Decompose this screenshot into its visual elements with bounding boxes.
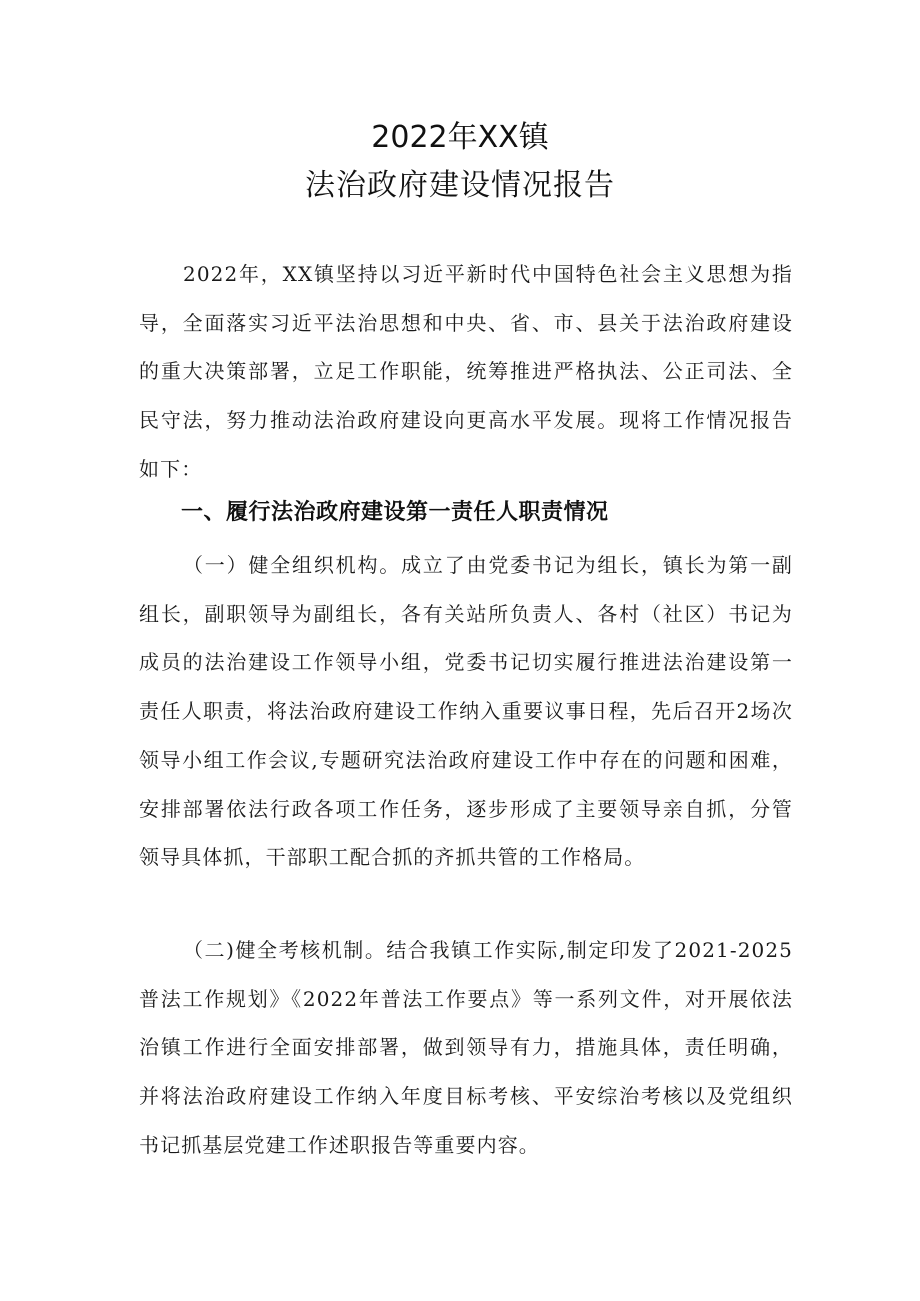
document-title-line1: 2022年XX镇 (371, 120, 549, 155)
paragraph-organization: （一）健全组织机构。成立了由党委书记为组长，镇长为第一副组长，副职领导为副组长，各有关站所负责人、各村（社区）书记为成员的法治建设工作领导小组，党委书记切实履行推进法治建设第一责任人职责，将法治政府建设工作纳入重要议事日程，先后召开2场次领导小组工作会议,专题研究法治政府建设工作中存在的问题和困难，安排部署依法行政各项工作任务，逐步形成了主要领导亲自抓，分管领导具体抓，干部职工配合抓的齐抓共管的工作格局。 (139, 553, 793, 870)
section-heading-1: 一、履行法治政府建设第一责任人职责情况 (181, 500, 609, 525)
paragraph-assessment: （二)健全考核机制。结合我镇工作实际,制定印发了2021-2025普法工作规划》《2022年普法工作要点》等一系列文件，对开展依法治镇工作进行全面安排部署，做到领导有力，措施具体，责任明确，并将法治政府建设工作纳入年度目标考核、平安综治考核以及党组织书记抓基层党建工作述职报告等重要内容。 (139, 938, 793, 1157)
document-title-line2: 法治政府建设情况报告 (305, 168, 615, 203)
intro-paragraph: 2022年，XX镇坚持以习近平新时代中国特色社会主义思想为指导，全面落实习近平法治思想和中央、省、市、县关于法治政府建设的重大决策部署，立足工作职能，统筹推进严格执法、公正司法、全民守法，努力推动法治政府建设向更高水平发展。现将工作情况报告如下： (139, 262, 793, 481)
